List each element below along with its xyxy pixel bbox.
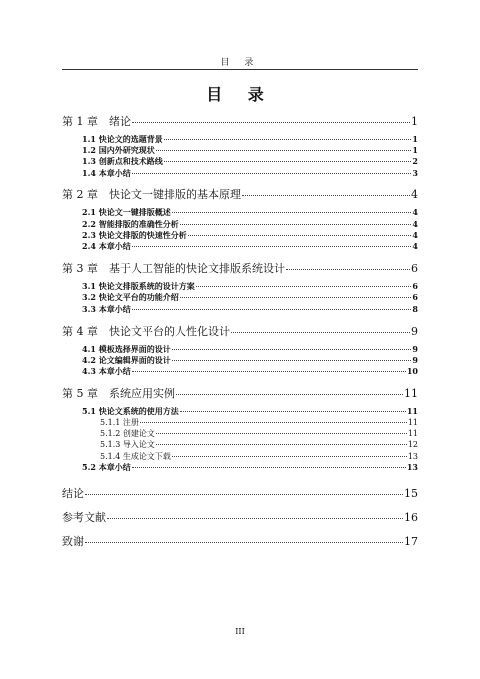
toc-entry-page: 13: [406, 462, 418, 472]
toc-entry-label: 致谢: [62, 535, 84, 548]
toc-entry[interactable]: [62, 417, 418, 428]
toc-entry-label: 5.1.3 导入论文: [100, 440, 155, 449]
toc-entry[interactable]: [62, 219, 418, 230]
dot-leader: [164, 139, 412, 140]
toc-entry-label: 第 2 章 快论文一键排版的基本原理: [62, 188, 241, 201]
toc-entry-page: 2: [412, 156, 418, 166]
toc-entry-page: 6: [412, 281, 418, 291]
toc-entry-page: 11: [407, 429, 418, 438]
toc-entry-page: 4: [412, 219, 418, 229]
toc-entry-label: 参考文献: [62, 511, 106, 524]
toc-entry-page: 4: [411, 188, 418, 201]
toc-entry[interactable]: [62, 451, 418, 462]
toc-entry-page: 16: [404, 511, 418, 524]
toc-entry-page: 10: [406, 366, 418, 376]
toc-entry-label: 2.4 本章小结: [82, 241, 131, 251]
dot-leader: [132, 246, 412, 247]
toc-title: 目 录: [206, 85, 274, 104]
toc-entry-label: 4.1 模板选择界面的设计: [82, 344, 171, 354]
toc-entry[interactable]: [62, 145, 418, 156]
toc-entry[interactable]: [62, 281, 418, 292]
toc-entry[interactable]: [62, 323, 418, 339]
toc-entry-page: 15: [404, 487, 418, 500]
toc-entry-label: 5.2 本章小结: [82, 462, 131, 472]
toc-entry[interactable]: [62, 406, 418, 417]
toc-entry[interactable]: [62, 260, 418, 276]
toc-entry-page: 1: [412, 134, 418, 144]
dot-leader: [231, 332, 410, 333]
toc-entry[interactable]: [62, 156, 418, 167]
toc-entry-page: 17: [404, 535, 418, 548]
toc-entry-label: 第 3 章 基于人工智能的快论文排版系统设计: [62, 262, 285, 275]
toc-entry-label: 第 1 章 绪论: [62, 115, 131, 128]
header-divider: [62, 69, 418, 70]
dot-leader: [132, 371, 406, 372]
toc-entry-page: 4: [412, 241, 418, 251]
dot-leader: [156, 433, 407, 434]
toc-entry-label: 第 4 章 快论文平台的人性化设计: [62, 325, 230, 338]
toc-entry-label: 3.2 快论文平台的功能介绍: [82, 292, 179, 302]
toc-entry-page: 11: [407, 418, 418, 427]
toc-entry-label: 1.4 本章小结: [82, 168, 131, 178]
toc-entry-page: 12: [407, 440, 418, 449]
page-number: III: [235, 627, 245, 636]
toc-entry[interactable]: [62, 485, 418, 501]
toc-entry[interactable]: [62, 366, 418, 377]
toc-entry-label: 5.1.2 创建论文: [100, 429, 155, 438]
dot-leader: [242, 195, 410, 196]
toc-entry-label: 4.3 本章小结: [82, 366, 131, 376]
toc-entry[interactable]: [62, 113, 418, 129]
toc-entry[interactable]: [62, 207, 418, 218]
running-header: 目 录: [220, 58, 260, 68]
toc-entry-label: 第 5 章 系统应用实例: [62, 387, 175, 400]
toc-entry[interactable]: [62, 509, 418, 525]
toc-entry[interactable]: [62, 533, 418, 549]
toc-entry-label: 2.2 智能排版的准确性分析: [82, 219, 179, 229]
dot-leader: [180, 224, 412, 225]
dot-leader: [156, 444, 407, 445]
dot-leader: [132, 122, 410, 123]
toc-entry-page: 6: [412, 292, 418, 302]
toc-entry-page: 9: [411, 325, 418, 338]
toc-entry-page: 4: [412, 207, 418, 217]
toc-entry[interactable]: [62, 462, 418, 473]
dot-leader: [140, 422, 407, 423]
toc-entry[interactable]: [62, 168, 418, 179]
toc-entry-label: 2.1 快论文一键排版概述: [82, 207, 171, 217]
toc-entry-label: 1.3 创新点和技术路线: [82, 156, 163, 166]
dot-leader: [196, 286, 412, 287]
dot-leader: [132, 467, 406, 468]
dot-leader: [188, 235, 412, 236]
toc-entry[interactable]: [62, 241, 418, 252]
toc-entry-page: 1: [411, 115, 418, 128]
dot-leader: [172, 349, 412, 350]
toc-entry-page: 9: [412, 355, 418, 365]
toc-entry-page: 13: [407, 452, 418, 461]
toc-entry-page: 8: [412, 304, 418, 314]
toc-entry[interactable]: [62, 292, 418, 303]
toc-entry-label: 1.1 快论文的选题背景: [82, 134, 163, 144]
toc-entry-label: 3.1 快论文排版系统的设计方案: [82, 281, 195, 291]
toc-entry-label: 结论: [62, 487, 84, 500]
dot-leader: [132, 173, 412, 174]
dot-leader: [286, 269, 410, 270]
dot-leader: [172, 212, 412, 213]
toc-entry-label: 5.1 快论文系统的使用方法: [82, 406, 179, 416]
toc-entry-page: 9: [412, 344, 418, 354]
toc-entry-page: 3: [412, 168, 418, 178]
toc-entry[interactable]: [62, 304, 418, 315]
toc-entry-page: 1: [412, 145, 418, 155]
toc-entry-label: 3.3 本章小结: [82, 304, 131, 314]
toc-entry[interactable]: [62, 355, 418, 366]
toc-entry[interactable]: [62, 134, 418, 145]
dot-leader: [176, 394, 403, 395]
dot-leader: [132, 309, 412, 310]
toc-entry-label: 4.2 论文编辑界面的设计: [82, 355, 171, 365]
dot-leader: [172, 456, 407, 457]
toc-entry[interactable]: [62, 439, 418, 450]
toc-entry-label: 5.1.4 生成论文下载: [100, 452, 171, 461]
dot-leader: [172, 360, 412, 361]
toc-entry[interactable]: [62, 344, 418, 355]
toc-entry[interactable]: [62, 385, 418, 401]
toc-entry-page: 11: [404, 387, 418, 400]
dot-leader: [180, 411, 406, 412]
toc-entry[interactable]: [62, 186, 418, 202]
dot-leader: [85, 494, 403, 495]
dot-leader: [180, 297, 412, 298]
toc-entry[interactable]: [62, 428, 418, 439]
dot-leader: [85, 542, 403, 543]
dot-leader: [107, 518, 403, 519]
toc-entry-label: 5.1.1 注册: [100, 418, 139, 427]
dot-leader: [156, 150, 412, 151]
toc-entry-label: 2.3 快论文排版的快速性分析: [82, 230, 187, 240]
dot-leader: [164, 161, 412, 162]
toc-entry-page: 6: [411, 262, 418, 275]
toc-entry-page: 11: [406, 406, 418, 416]
toc-entry-page: 4: [412, 230, 418, 240]
toc-entry-label: 1.2 国内外研究现状: [82, 145, 155, 155]
toc-entry[interactable]: [62, 230, 418, 241]
